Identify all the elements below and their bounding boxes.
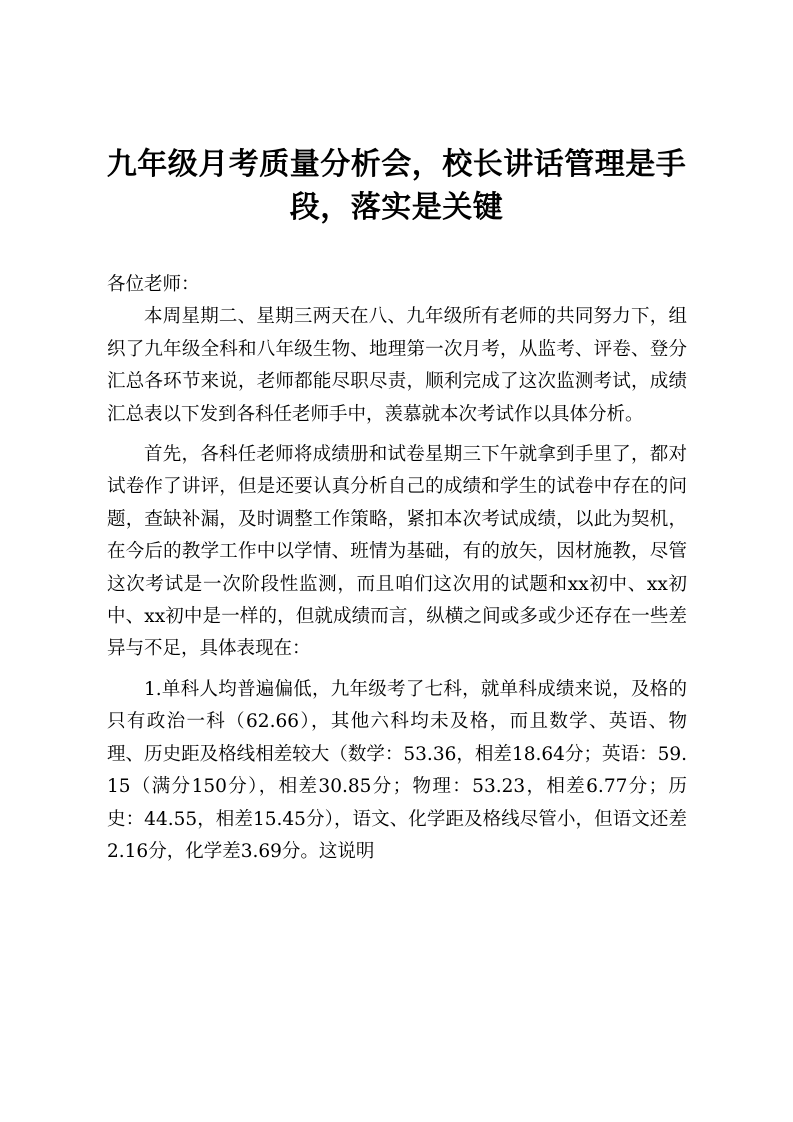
document-title: 九年级月考质量分析会，校长讲话管理是手段，落实是关键	[106, 147, 687, 225]
paragraph-2: 首先，各科任老师将成绩册和试卷星期三下午就拿到手里了，都对试卷作了讲评，但是还要认真分析自己的成绩和学生的试卷中存在的问题，查缺补漏，及时调整工作策略，紧扣本次考试成绩，以此为契机，在今后的教学工作中以学情、班情为基础，有的放矢，因材施教，尽管这次考试是一次阶段性监测，而且咱们这次用的试题和xx初中、xx初中、xx初中是一样的，但就成绩而言，纵横之间或多或少还存在一些差异与不足，具体表现在：	[107, 444, 687, 660]
paragraph-1: 本周星期二、星期三两天在八、九年级所有老师的共同努力下，组织了九年级全科和八年级生物、地理第一次月考，从监考、评卷、登分汇总各环节来说，老师都能尽职尽责，顺利完成了这次监测考试，成绩汇总表以下发到各科任老师手中，羡慕就本次考试作以具体分析。	[107, 306, 687, 425]
salutation: 各位老师：	[107, 274, 200, 295]
paragraph-3: 1.单科人均普遍偏低，九年级考了七科，就单科成绩来说，及格的只有政治一科（62.66），其他六科均未及格，而且数学、英语、物理、历史距及格线相差较大（数学：53.36，相差18.64分；英语：59.15（满分150分），相差30.85分；物理：53.23，相差6.77分；历史：44.55，相差15.45分），语文、化学距及格线尽管小，但语文还差2.16分，化学差3.69分。这说明	[107, 678, 687, 862]
document-body	[107, 269, 687, 868]
